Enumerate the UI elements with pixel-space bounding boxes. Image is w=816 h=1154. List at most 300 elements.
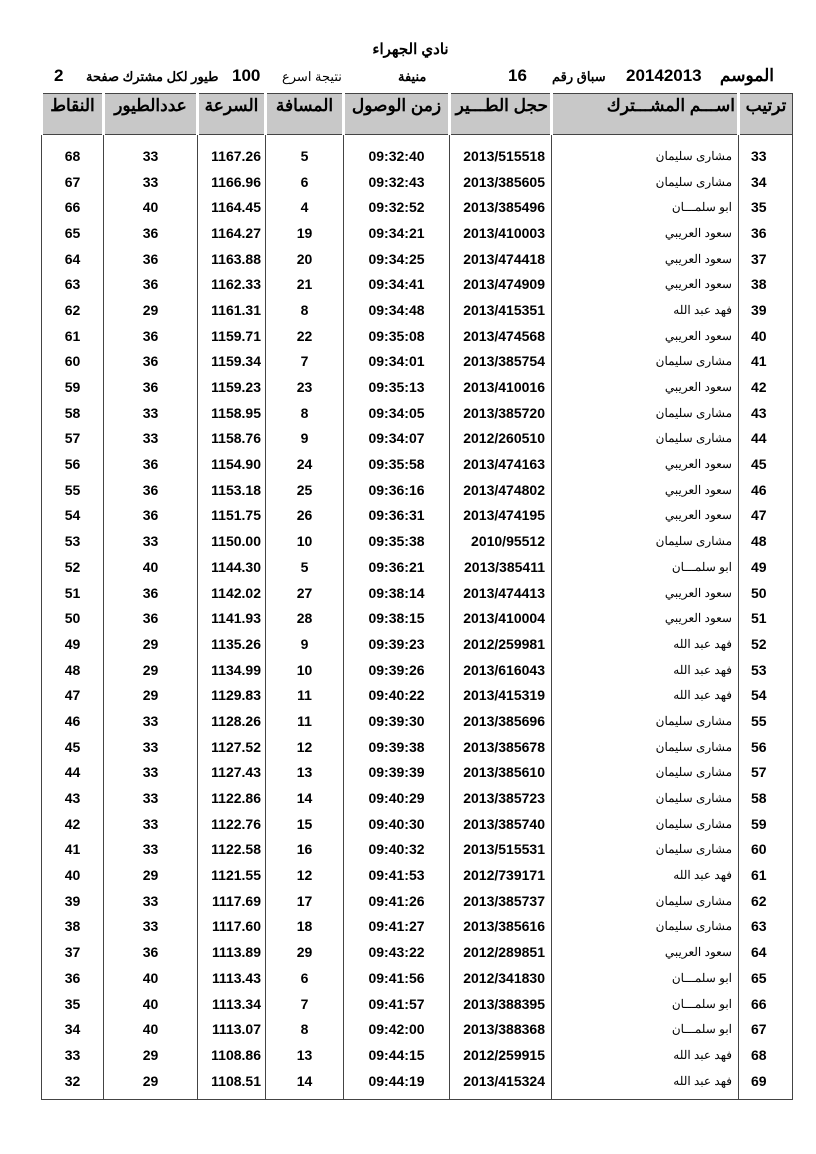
cell-ring: 2013/474568 bbox=[450, 323, 552, 349]
cell-ring: 2013/410004 bbox=[450, 605, 552, 631]
cell-participant: ابو سلمـــان bbox=[552, 965, 739, 991]
cell-points: 66 bbox=[42, 194, 104, 220]
cell-ring: 2013/415324 bbox=[450, 1068, 552, 1100]
cell-speed: 1153.18 bbox=[198, 477, 266, 503]
cell-speed: 1142.02 bbox=[198, 580, 266, 606]
table-row bbox=[42, 426, 793, 452]
cell-birds: 33 bbox=[104, 169, 198, 195]
header-row bbox=[42, 94, 793, 135]
cell-birds: 36 bbox=[104, 323, 198, 349]
cell-birds: 29 bbox=[104, 657, 198, 683]
cell-ring: 2013/474418 bbox=[450, 246, 552, 272]
cell-participant: مشارى سليمان bbox=[552, 760, 739, 786]
cell-arrival-time: 09:40:22 bbox=[344, 682, 450, 708]
col-distance: المسافة bbox=[266, 94, 344, 135]
cell-birds: 36 bbox=[104, 374, 198, 400]
cell-speed: 1122.86 bbox=[198, 785, 266, 811]
cell-distance: 9 bbox=[266, 426, 344, 452]
cell-arrival-time: 09:38:15 bbox=[344, 605, 450, 631]
table-row bbox=[42, 811, 793, 837]
result-count: 100 bbox=[232, 66, 261, 85]
cell-participant: مشارى سليمان bbox=[552, 785, 739, 811]
cell-rank: 51 bbox=[739, 605, 793, 631]
cell-speed: 1141.93 bbox=[198, 605, 266, 631]
cell-speed: 1151.75 bbox=[198, 503, 266, 529]
cell-rank: 37 bbox=[739, 246, 793, 272]
cell-arrival-time: 09:35:58 bbox=[344, 451, 450, 477]
cell-points: 48 bbox=[42, 657, 104, 683]
cell-birds: 29 bbox=[104, 862, 198, 888]
cell-distance: 4 bbox=[266, 194, 344, 220]
cell-points: 36 bbox=[42, 965, 104, 991]
table-row bbox=[42, 528, 793, 554]
location: منيفة bbox=[398, 69, 427, 84]
cell-speed: 1127.43 bbox=[198, 760, 266, 786]
cell-arrival-time: 09:42:00 bbox=[344, 1016, 450, 1042]
per-participant-page-label: طيور لكل مشترك صفحة bbox=[86, 69, 219, 84]
table-row bbox=[42, 914, 793, 940]
cell-arrival-time: 09:40:30 bbox=[344, 811, 450, 837]
cell-speed: 1150.00 bbox=[198, 528, 266, 554]
cell-points: 68 bbox=[42, 135, 104, 169]
cell-ring: 2013/385723 bbox=[450, 785, 552, 811]
cell-rank: 40 bbox=[739, 323, 793, 349]
cell-distance: 15 bbox=[266, 811, 344, 837]
cell-speed: 1159.34 bbox=[198, 349, 266, 375]
table-row bbox=[42, 965, 793, 991]
cell-participant: مشارى سليمان bbox=[552, 528, 739, 554]
table-row bbox=[42, 400, 793, 426]
cell-rank: 46 bbox=[739, 477, 793, 503]
cell-speed: 1161.31 bbox=[198, 297, 266, 323]
cell-points: 59 bbox=[42, 374, 104, 400]
cell-speed: 1163.88 bbox=[198, 246, 266, 272]
cell-birds: 36 bbox=[104, 271, 198, 297]
cell-participant: مشارى سليمان bbox=[552, 169, 739, 195]
cell-points: 41 bbox=[42, 837, 104, 863]
cell-ring: 2013/474802 bbox=[450, 477, 552, 503]
cell-rank: 59 bbox=[739, 811, 793, 837]
cell-distance: 10 bbox=[266, 657, 344, 683]
cell-participant: مشارى سليمان bbox=[552, 400, 739, 426]
cell-arrival-time: 09:36:21 bbox=[344, 554, 450, 580]
table-row bbox=[42, 297, 793, 323]
cell-ring: 2012/289851 bbox=[450, 939, 552, 965]
cell-birds: 33 bbox=[104, 528, 198, 554]
cell-participant: مشارى سليمان bbox=[552, 349, 739, 375]
cell-speed: 1117.69 bbox=[198, 888, 266, 914]
cell-arrival-time: 09:38:14 bbox=[344, 580, 450, 606]
cell-arrival-time: 09:34:21 bbox=[344, 220, 450, 246]
cell-ring: 2013/474163 bbox=[450, 451, 552, 477]
cell-rank: 53 bbox=[739, 657, 793, 683]
cell-points: 33 bbox=[42, 1042, 104, 1068]
club-title: نادي الجهراء bbox=[372, 41, 449, 58]
col-ring: حجل الطـــير bbox=[450, 94, 552, 135]
cell-distance: 12 bbox=[266, 862, 344, 888]
cell-ring: 2013/515518 bbox=[450, 135, 552, 169]
col-participant: اســـم المشـــترك bbox=[552, 94, 739, 135]
cell-speed: 1167.26 bbox=[198, 135, 266, 169]
cell-distance: 7 bbox=[266, 349, 344, 375]
cell-ring: 2013/474195 bbox=[450, 503, 552, 529]
cell-arrival-time: 09:39:39 bbox=[344, 760, 450, 786]
cell-birds: 33 bbox=[104, 760, 198, 786]
cell-arrival-time: 09:36:31 bbox=[344, 503, 450, 529]
cell-arrival-time: 09:34:05 bbox=[344, 400, 450, 426]
cell-arrival-time: 09:39:38 bbox=[344, 734, 450, 760]
cell-ring: 2013/385737 bbox=[450, 888, 552, 914]
cell-participant: فهد عبد الله bbox=[552, 1042, 739, 1068]
table-row bbox=[42, 169, 793, 195]
table-row bbox=[42, 477, 793, 503]
cell-arrival-time: 09:40:29 bbox=[344, 785, 450, 811]
table-row bbox=[42, 734, 793, 760]
cell-distance: 27 bbox=[266, 580, 344, 606]
cell-speed: 1122.58 bbox=[198, 837, 266, 863]
table-row bbox=[42, 135, 793, 169]
cell-arrival-time: 09:44:19 bbox=[344, 1068, 450, 1100]
cell-arrival-time: 09:43:22 bbox=[344, 939, 450, 965]
cell-arrival-time: 09:32:40 bbox=[344, 135, 450, 169]
cell-speed: 1122.76 bbox=[198, 811, 266, 837]
cell-ring: 2013/385678 bbox=[450, 734, 552, 760]
cell-participant: مشارى سليمان bbox=[552, 837, 739, 863]
table-row bbox=[42, 682, 793, 708]
cell-rank: 61 bbox=[739, 862, 793, 888]
cell-ring: 2013/415319 bbox=[450, 682, 552, 708]
table-row bbox=[42, 1042, 793, 1068]
cell-ring: 2013/515531 bbox=[450, 837, 552, 863]
cell-rank: 45 bbox=[739, 451, 793, 477]
cell-speed: 1113.89 bbox=[198, 939, 266, 965]
results-table bbox=[40, 93, 793, 1100]
cell-distance: 5 bbox=[266, 135, 344, 169]
cell-rank: 34 bbox=[739, 169, 793, 195]
cell-participant: ابو سلمـــان bbox=[552, 991, 739, 1017]
result-label: نتيجة اسرع bbox=[282, 69, 342, 84]
cell-participant: سعود العريبي bbox=[552, 246, 739, 272]
cell-speed: 1166.96 bbox=[198, 169, 266, 195]
cell-birds: 36 bbox=[104, 220, 198, 246]
cell-rank: 60 bbox=[739, 837, 793, 863]
table-row bbox=[42, 220, 793, 246]
cell-birds: 40 bbox=[104, 965, 198, 991]
cell-speed: 1108.86 bbox=[198, 1042, 266, 1068]
cell-participant: فهد عبد الله bbox=[552, 682, 739, 708]
table-row bbox=[42, 888, 793, 914]
cell-arrival-time: 09:34:41 bbox=[344, 271, 450, 297]
cell-ring: 2013/415351 bbox=[450, 297, 552, 323]
cell-distance: 11 bbox=[266, 708, 344, 734]
cell-speed: 1158.95 bbox=[198, 400, 266, 426]
cell-points: 61 bbox=[42, 323, 104, 349]
season-label: الموسم bbox=[719, 66, 774, 85]
table-row bbox=[42, 451, 793, 477]
cell-rank: 48 bbox=[739, 528, 793, 554]
cell-birds: 33 bbox=[104, 708, 198, 734]
cell-birds: 36 bbox=[104, 939, 198, 965]
cell-points: 62 bbox=[42, 297, 104, 323]
table-row bbox=[42, 323, 793, 349]
cell-points: 39 bbox=[42, 888, 104, 914]
col-points: النقاط bbox=[42, 94, 104, 135]
cell-distance: 22 bbox=[266, 323, 344, 349]
cell-participant: فهد عبد الله bbox=[552, 862, 739, 888]
cell-speed: 1108.51 bbox=[198, 1068, 266, 1100]
cell-arrival-time: 09:35:38 bbox=[344, 528, 450, 554]
cell-distance: 10 bbox=[266, 528, 344, 554]
cell-speed: 1162.33 bbox=[198, 271, 266, 297]
cell-points: 35 bbox=[42, 991, 104, 1017]
cell-arrival-time: 09:32:52 bbox=[344, 194, 450, 220]
cell-arrival-time: 09:41:57 bbox=[344, 991, 450, 1017]
cell-distance: 8 bbox=[266, 400, 344, 426]
cell-speed: 1159.71 bbox=[198, 323, 266, 349]
cell-birds: 29 bbox=[104, 297, 198, 323]
page-number: 2 bbox=[54, 66, 64, 85]
col-birds: عددالطيور bbox=[104, 94, 198, 135]
cell-speed: 1113.43 bbox=[198, 965, 266, 991]
cell-points: 32 bbox=[42, 1068, 104, 1100]
cell-participant: مشارى سليمان bbox=[552, 734, 739, 760]
cell-participant: مشارى سليمان bbox=[552, 426, 739, 452]
cell-arrival-time: 09:39:26 bbox=[344, 657, 450, 683]
cell-arrival-time: 09:41:26 bbox=[344, 888, 450, 914]
cell-distance: 28 bbox=[266, 605, 344, 631]
cell-points: 64 bbox=[42, 246, 104, 272]
table-row bbox=[42, 760, 793, 786]
cell-points: 53 bbox=[42, 528, 104, 554]
cell-distance: 21 bbox=[266, 271, 344, 297]
cell-rank: 33 bbox=[739, 135, 793, 169]
table-row bbox=[42, 374, 793, 400]
table-row bbox=[42, 194, 793, 220]
cell-distance: 11 bbox=[266, 682, 344, 708]
cell-distance: 8 bbox=[266, 297, 344, 323]
cell-points: 67 bbox=[42, 169, 104, 195]
cell-birds: 36 bbox=[104, 246, 198, 272]
cell-rank: 66 bbox=[739, 991, 793, 1017]
table-row bbox=[42, 837, 793, 863]
cell-distance: 5 bbox=[266, 554, 344, 580]
season-value: 20142013 bbox=[626, 66, 702, 85]
cell-points: 44 bbox=[42, 760, 104, 786]
col-speed: السرعة bbox=[198, 94, 266, 135]
cell-birds: 29 bbox=[104, 1042, 198, 1068]
cell-participant: سعود العريبي bbox=[552, 323, 739, 349]
cell-participant: ابو سلمـــان bbox=[552, 1016, 739, 1042]
cell-ring: 2013/385616 bbox=[450, 914, 552, 940]
table-row bbox=[42, 1016, 793, 1042]
cell-distance: 14 bbox=[266, 1068, 344, 1100]
cell-ring: 2013/385696 bbox=[450, 708, 552, 734]
cell-rank: 68 bbox=[739, 1042, 793, 1068]
cell-distance: 17 bbox=[266, 888, 344, 914]
cell-points: 49 bbox=[42, 631, 104, 657]
cell-arrival-time: 09:34:01 bbox=[344, 349, 450, 375]
cell-distance: 13 bbox=[266, 760, 344, 786]
cell-birds: 40 bbox=[104, 194, 198, 220]
cell-rank: 42 bbox=[739, 374, 793, 400]
cell-birds: 33 bbox=[104, 426, 198, 452]
table-row bbox=[42, 862, 793, 888]
table-row bbox=[42, 554, 793, 580]
cell-points: 38 bbox=[42, 914, 104, 940]
table-row bbox=[42, 246, 793, 272]
cell-points: 51 bbox=[42, 580, 104, 606]
cell-points: 56 bbox=[42, 451, 104, 477]
cell-points: 34 bbox=[42, 1016, 104, 1042]
cell-birds: 40 bbox=[104, 1016, 198, 1042]
cell-ring: 2012/260510 bbox=[450, 426, 552, 452]
cell-speed: 1127.52 bbox=[198, 734, 266, 760]
cell-ring: 2010/95512 bbox=[450, 528, 552, 554]
cell-points: 43 bbox=[42, 785, 104, 811]
cell-ring: 2012/341830 bbox=[450, 965, 552, 991]
cell-ring: 2013/385720 bbox=[450, 400, 552, 426]
cell-ring: 2012/739171 bbox=[450, 862, 552, 888]
cell-arrival-time: 09:39:30 bbox=[344, 708, 450, 734]
cell-points: 60 bbox=[42, 349, 104, 375]
table-row bbox=[42, 605, 793, 631]
table-row bbox=[42, 271, 793, 297]
cell-distance: 9 bbox=[266, 631, 344, 657]
cell-rank: 69 bbox=[739, 1068, 793, 1100]
cell-points: 42 bbox=[42, 811, 104, 837]
cell-participant: سعود العريبي bbox=[552, 605, 739, 631]
cell-rank: 54 bbox=[739, 682, 793, 708]
cell-distance: 26 bbox=[266, 503, 344, 529]
cell-participant: فهد عبد الله bbox=[552, 297, 739, 323]
cell-points: 40 bbox=[42, 862, 104, 888]
cell-arrival-time: 09:34:25 bbox=[344, 246, 450, 272]
cell-speed: 1164.27 bbox=[198, 220, 266, 246]
cell-rank: 58 bbox=[739, 785, 793, 811]
cell-participant: سعود العريبي bbox=[552, 220, 739, 246]
cell-participant: فهد عبد الله bbox=[552, 657, 739, 683]
cell-distance: 6 bbox=[266, 169, 344, 195]
cell-birds: 29 bbox=[104, 1068, 198, 1100]
cell-participant: سعود العريبي bbox=[552, 477, 739, 503]
cell-ring: 2013/385754 bbox=[450, 349, 552, 375]
cell-points: 55 bbox=[42, 477, 104, 503]
cell-participant: مشارى سليمان bbox=[552, 914, 739, 940]
cell-participant: سعود العريبي bbox=[552, 580, 739, 606]
cell-arrival-time: 09:44:15 bbox=[344, 1042, 450, 1068]
cell-birds: 40 bbox=[104, 991, 198, 1017]
cell-ring: 2013/385605 bbox=[450, 169, 552, 195]
table-row bbox=[42, 349, 793, 375]
cell-birds: 33 bbox=[104, 888, 198, 914]
cell-speed: 1159.23 bbox=[198, 374, 266, 400]
cell-distance: 18 bbox=[266, 914, 344, 940]
cell-points: 50 bbox=[42, 605, 104, 631]
cell-arrival-time: 09:32:43 bbox=[344, 169, 450, 195]
cell-participant: سعود العريبي bbox=[552, 939, 739, 965]
cell-birds: 36 bbox=[104, 580, 198, 606]
cell-speed: 1129.83 bbox=[198, 682, 266, 708]
cell-rank: 47 bbox=[739, 503, 793, 529]
cell-ring: 2012/259981 bbox=[450, 631, 552, 657]
cell-points: 57 bbox=[42, 426, 104, 452]
cell-ring: 2013/385740 bbox=[450, 811, 552, 837]
cell-ring: 2013/410003 bbox=[450, 220, 552, 246]
cell-rank: 65 bbox=[739, 965, 793, 991]
cell-rank: 38 bbox=[739, 271, 793, 297]
cell-participant: مشارى سليمان bbox=[552, 708, 739, 734]
cell-points: 58 bbox=[42, 400, 104, 426]
cell-speed: 1121.55 bbox=[198, 862, 266, 888]
cell-rank: 63 bbox=[739, 914, 793, 940]
cell-arrival-time: 09:41:53 bbox=[344, 862, 450, 888]
col-arrival-time: زمن الوصول bbox=[344, 94, 450, 135]
cell-speed: 1117.60 bbox=[198, 914, 266, 940]
cell-speed: 1113.34 bbox=[198, 991, 266, 1017]
cell-birds: 29 bbox=[104, 631, 198, 657]
cell-rank: 56 bbox=[739, 734, 793, 760]
cell-birds: 33 bbox=[104, 734, 198, 760]
cell-participant: فهد عبد الله bbox=[552, 631, 739, 657]
cell-distance: 19 bbox=[266, 220, 344, 246]
cell-rank: 41 bbox=[739, 349, 793, 375]
cell-participant: سعود العريبي bbox=[552, 374, 739, 400]
cell-distance: 24 bbox=[266, 451, 344, 477]
cell-rank: 35 bbox=[739, 194, 793, 220]
cell-speed: 1164.45 bbox=[198, 194, 266, 220]
table-row bbox=[42, 580, 793, 606]
cell-points: 37 bbox=[42, 939, 104, 965]
cell-participant: ابو سلمـــان bbox=[552, 194, 739, 220]
cell-speed: 1154.90 bbox=[198, 451, 266, 477]
cell-ring: 2013/474413 bbox=[450, 580, 552, 606]
cell-birds: 40 bbox=[104, 554, 198, 580]
cell-ring: 2013/385411 bbox=[450, 554, 552, 580]
cell-birds: 36 bbox=[104, 349, 198, 375]
cell-distance: 7 bbox=[266, 991, 344, 1017]
cell-birds: 29 bbox=[104, 682, 198, 708]
race-number: 16 bbox=[508, 66, 527, 85]
cell-birds: 33 bbox=[104, 837, 198, 863]
cell-points: 45 bbox=[42, 734, 104, 760]
cell-ring: 2013/388368 bbox=[450, 1016, 552, 1042]
cell-rank: 50 bbox=[739, 580, 793, 606]
cell-arrival-time: 09:35:13 bbox=[344, 374, 450, 400]
cell-ring: 2013/385496 bbox=[450, 194, 552, 220]
cell-points: 65 bbox=[42, 220, 104, 246]
cell-arrival-time: 09:35:08 bbox=[344, 323, 450, 349]
cell-distance: 20 bbox=[266, 246, 344, 272]
cell-distance: 12 bbox=[266, 734, 344, 760]
cell-birds: 36 bbox=[104, 503, 198, 529]
cell-arrival-time: 09:41:56 bbox=[344, 965, 450, 991]
cell-birds: 36 bbox=[104, 477, 198, 503]
col-rank: ترتيب bbox=[739, 94, 793, 135]
cell-participant: مشارى سليمان bbox=[552, 135, 739, 169]
cell-points: 47 bbox=[42, 682, 104, 708]
cell-participant: مشارى سليمان bbox=[552, 888, 739, 914]
cell-birds: 33 bbox=[104, 785, 198, 811]
cell-participant: سعود العريبي bbox=[552, 503, 739, 529]
cell-arrival-time: 09:40:32 bbox=[344, 837, 450, 863]
cell-rank: 43 bbox=[739, 400, 793, 426]
cell-participant: فهد عبد الله bbox=[552, 1068, 739, 1100]
cell-birds: 33 bbox=[104, 914, 198, 940]
cell-arrival-time: 09:36:16 bbox=[344, 477, 450, 503]
cell-rank: 64 bbox=[739, 939, 793, 965]
race-label: سباق رقم bbox=[552, 69, 606, 84]
cell-speed: 1113.07 bbox=[198, 1016, 266, 1042]
